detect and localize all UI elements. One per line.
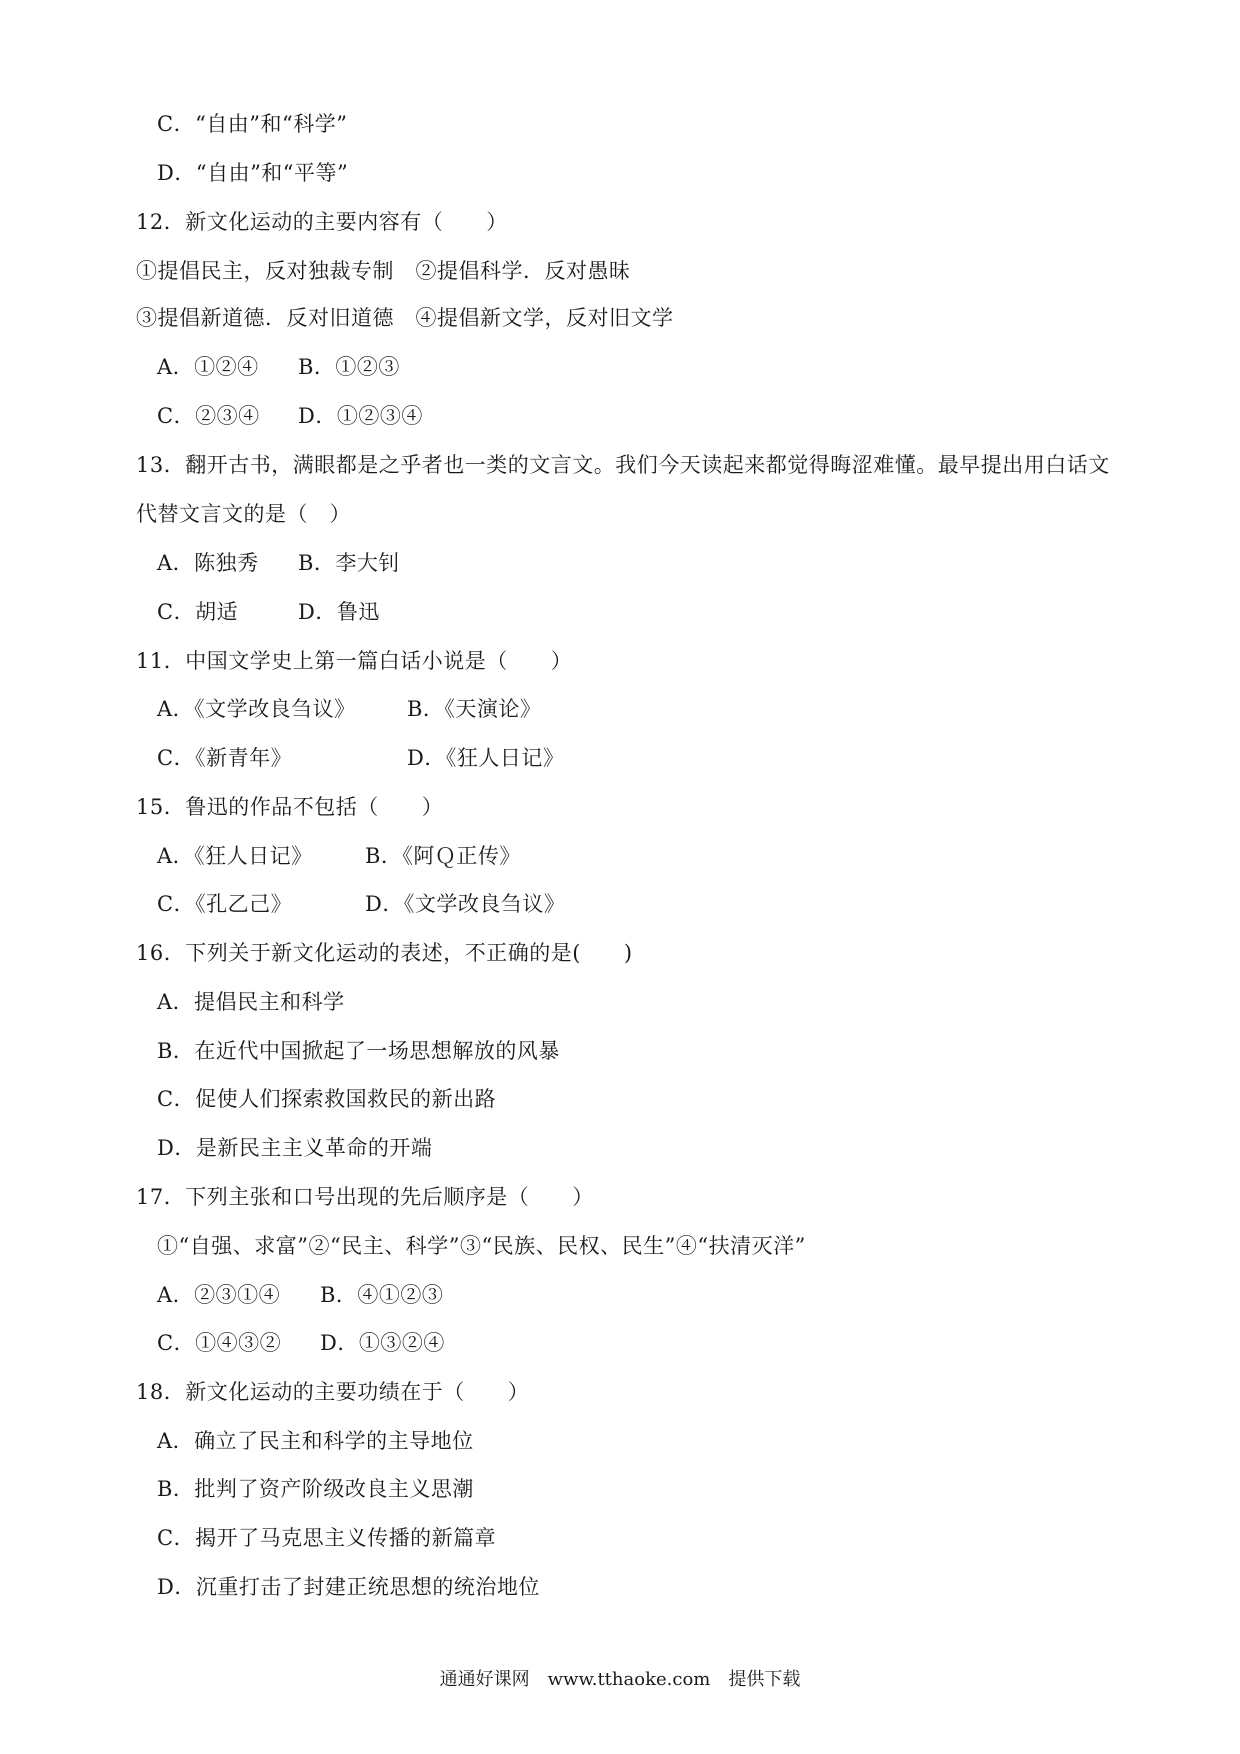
option-b: B．在近代中国掀起了一场思想解放的风暴 <box>157 1039 560 1063</box>
option-a: A．①②④ <box>157 355 259 379</box>
option-a: A．《狂人日记》 <box>157 844 313 868</box>
question-13-cont: 代替文言文的是（ ） <box>136 502 351 526</box>
question-18: 18．新文化运动的主要功绩在于（ ） <box>136 1380 530 1404</box>
page-footer: 通通好课网 www.tthaoke.com 提供下载 <box>439 1669 801 1690</box>
question-17: 17．下列主张和口号出现的先后顺序是（ ） <box>136 1185 594 1209</box>
option-d: D．《文学改良刍议》 <box>365 892 566 916</box>
question-13: 13．翻开古书，满眼都是之乎者也一类的文言文。我们今天读起来都觉得晦涩难懂。最早提出用白话文 <box>136 453 1110 477</box>
option-b: B．《天演论》 <box>407 697 542 721</box>
option-c: C．揭开了马克思主义传播的新篇章 <box>157 1526 497 1550</box>
option-line: D．“自由”和“平等” <box>157 161 349 185</box>
option-a: A．陈独秀 <box>157 551 259 575</box>
option-a: A．《文学改良刍议》 <box>157 697 356 721</box>
option-d: D．沉重打击了封建正统思想的统治地位 <box>157 1575 540 1599</box>
option-c: C．《孔乙己》 <box>157 892 293 916</box>
option-d: D．①②③④ <box>298 404 423 428</box>
option-c: C．促使人们探索救国救民的新出路 <box>157 1087 497 1111</box>
statement-line: ①“自强、求富”②“民主、科学”③“民族、民权、民生”④“扶清灭洋” <box>157 1234 806 1258</box>
option-d: D．是新民主主义革命的开端 <box>157 1136 433 1160</box>
question-11: 11．中国文学史上第一篇白话小说是（ ） <box>136 649 573 673</box>
option-c: C．①④③② <box>157 1331 282 1355</box>
option-line: C．“自由”和“科学” <box>157 112 348 136</box>
option-b: B．《阿Ｑ正传》 <box>365 844 521 868</box>
option-a: A．②③①④ <box>157 1283 281 1307</box>
option-d: D．《狂人日记》 <box>407 746 565 770</box>
option-c: C．胡适 <box>157 600 239 624</box>
option-b: B．①②③ <box>298 355 400 379</box>
question-12: 12．新文化运动的主要内容有（ ） <box>136 210 508 234</box>
option-b: B．李大钊 <box>298 551 400 575</box>
option-d: D．①③②④ <box>320 1331 445 1355</box>
option-b: B．批判了资产阶级改良主义思潮 <box>157 1477 474 1501</box>
statement-line: ①提倡民主，反对独裁专制 ②提倡科学．反对愚昧 <box>136 259 631 283</box>
statement-line: ③提倡新道德．反对旧道德 ④提倡新文学，反对旧文学 <box>136 306 674 330</box>
option-b: B．④①②③ <box>320 1283 444 1307</box>
option-d: D．鲁迅 <box>298 600 380 624</box>
option-c: C．《新青年》 <box>157 746 293 770</box>
question-16: 16．下列关于新文化运动的表述，不正确的是( ) <box>136 941 633 965</box>
option-a: A．提倡民主和科学 <box>157 990 345 1014</box>
option-c: C．②③④ <box>157 404 260 428</box>
question-15: 15．鲁迅的作品不包括（ ） <box>136 795 444 819</box>
option-a: A．确立了民主和科学的主导地位 <box>157 1429 474 1453</box>
